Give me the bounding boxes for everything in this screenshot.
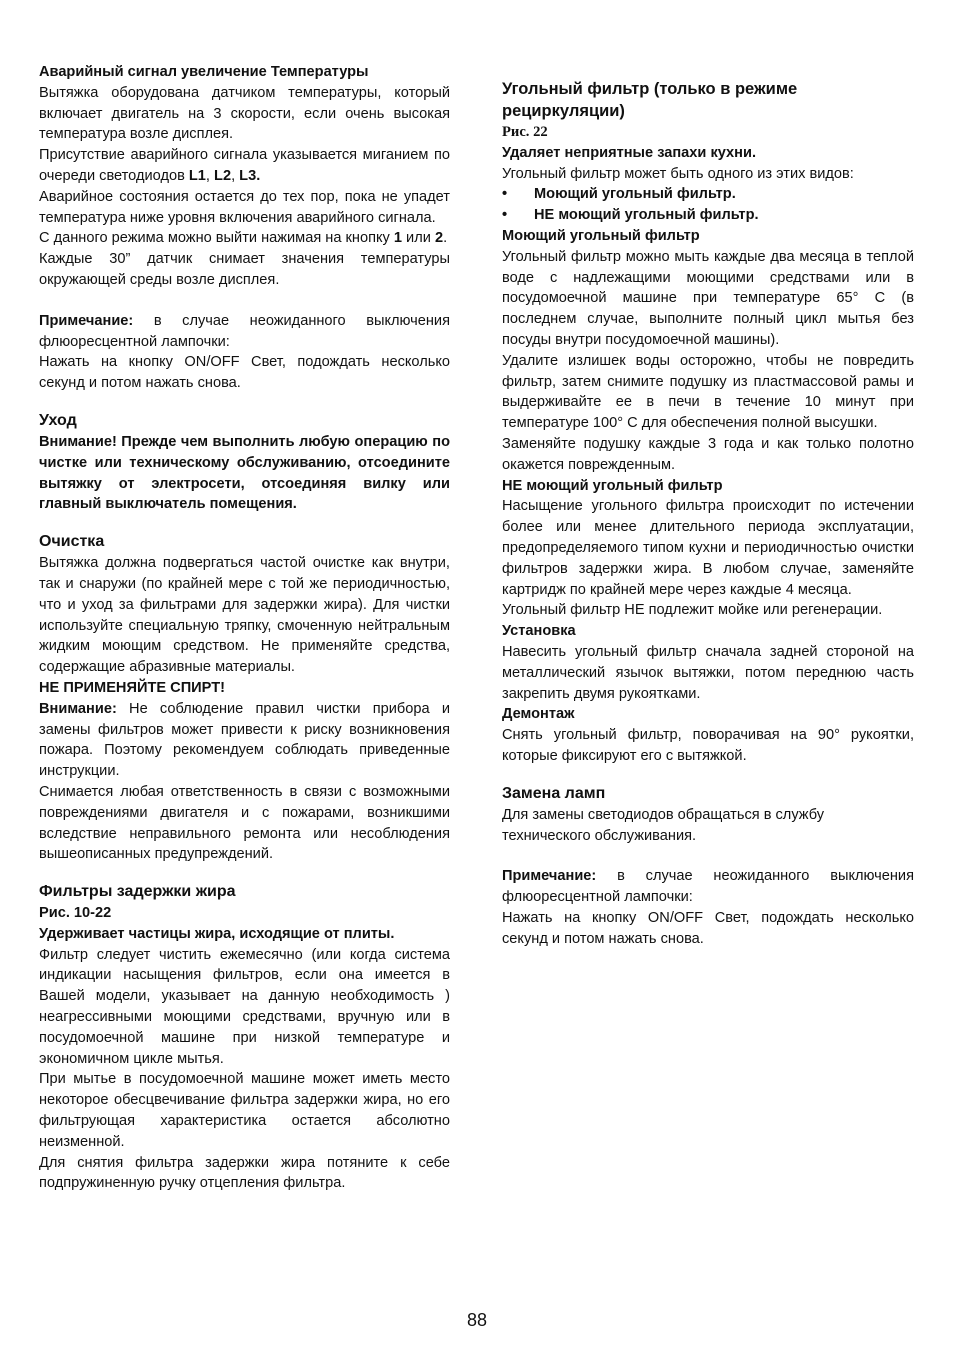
washable-paragraph-1: Угольный фильтр можно мыть каждые два месяца в теплой воде с надлежащими моющими средствами или в посудомоечной машине при температуре 65° С (в последнем случае, выполните полный цикл мытья без посуды внутри посудомоечной машины). [502,248,914,348]
washable-paragraph-2: Удалите излишек воды осторожно, чтобы не повредить фильтр, затем снимите подушку из пластмассовой рамы и выдерживайте ее в печи в течение 10 минут при температуре 100° С для обеспечения полной высушки. [502,352,914,432]
note-2-paragraph-2: Нажать на кнопку ON/OFF Свет, подождать несколько секунд и потом нажать снова. [502,909,914,947]
note-2: Примечание: в случае неожиданного выключения флюоресцентной лампочки: [502,868,914,906]
grease-figure-ref: Рис. 10-22 [39,905,112,922]
alarm-paragraph-4: С данного режима можно выйти нажимая на кнопку 1 или 2. [39,230,448,247]
lamp-replacement-title: Замена ламп [502,784,606,802]
note-1-paragraph-2: Нажать на кнопку ON/OFF Свет, подождать несколько секунд и потом нажать снова. [39,354,450,392]
bullet-icon: • [502,207,508,224]
installation-paragraph: Навесить угольный фильтр сначала задней стороной на металлический язычок вытяжки, потом переднюю часть закрепить двумя рукоятками. [502,643,914,702]
list-item: • НЕ моющий угольный фильтр. [502,205,914,226]
grease-paragraph-3: Для снятия фильтра задержки жира потяните к себе подпружиненную ручку отцепления фильтра. [39,1154,450,1192]
bullet-icon: • [502,186,508,203]
alarm-paragraph-1: Вытяжка оборудована датчиком температуры, который включает двигатель на 3 скорости, если очень высокая температура возле дисплея. [39,84,450,143]
page-number: 88 [466,1310,488,1330]
list-item: • Моющий угольный фильтр. [502,184,914,205]
removal-paragraph: Снять угольный фильтр, поворачивая на 90° рукоятки, которые фиксируют его с вытяжкой. [502,727,914,764]
installation-title: Установка [502,623,576,640]
cleaning-warning: Внимание: Не соблюдение правил чистки прибора и замены фильтров может привести к риску возникновения пожара. Поэтому рекомендуем соблюдать приведенные инструкции. [39,700,450,780]
cleaning-paragraph-1: Вытяжка должна подвергаться частой очистке как внутри, так и снаружи (по крайней мере с той же периодичностью, что и уход за фильтрами для задержки жира). Для чистки используйте специальную тряпку, смоченную нейтральным жидким моющим средством. Не применяйте средства, содержащие абразивные материалы. [39,555,450,676]
lamp-replacement-paragraph: Для замены светодиодов обращаться в службу технического обслуживания. [502,806,825,844]
alarm-paragraph-5: Каждые 30” датчик снимает значения температуры окружающей среды возле дисплея. [39,251,450,288]
left-column [39,62,450,1194]
right-column [502,78,914,949]
alarm-title: Аварийный сигнал увеличение Температуры [39,64,369,80]
cleaning-title: Очистка [39,533,105,551]
alarm-paragraph-2: Присутствие аварийного сигнала указывается миганием по очереди светодиодов L1, L2, L3. [39,147,450,184]
carbon-filter-title: Угольный фильтр (только в режиме рециркуляции) [502,80,798,120]
care-warning: Внимание! Прежде чем выполнить любую операцию по чистке или техническому обслуживанию, отсоедините вытяжку от электросети, отсоединяя вилку или главный выключатель помещения. [39,433,450,513]
carbon-subtitle: Удаляет неприятные запахи кухни. [502,144,757,161]
carbon-figure-ref: Рис. 22 [502,124,548,140]
no-alcohol-warning: НЕ ПРИМЕНЯЙТЕ СПИРТ! [39,679,225,696]
removal-title: Демонтаж [502,706,575,723]
care-title: Уход [39,411,77,429]
grease-subtitle: Удерживает частицы жира, исходящие от плиты. [39,925,395,942]
non-washable-filter-title: НЕ моющий угольный фильтр [502,477,723,494]
washable-paragraph-3: Заменяйте подушку каждые 3 года и как только полотно окажется поврежденным. [502,435,914,473]
note-1: Примечание: в случае неожиданного выключения флюоресцентной лампочки: [39,312,450,350]
cleaning-paragraph-3: Снимается любая ответственность в связи с возможными повреждениями двигателя и с пожарами, возникшими вследствие неправильного ремонта или несоблюдения вышеописанных предупреждений. [39,783,450,863]
carbon-paragraph-1: Угольный фильтр может быть одного из этих видов: [502,165,854,182]
grease-paragraph-1: Фильтр следует чистить ежемесячно (или когда система индикации насыщения фильтров, если она имеется в Вашей модели, указывает на данную необходимость ) неагрессивными моющими средствами, вручную или в посудомоечной машине при низкой температуре и экономичном цикле мытья. [39,946,450,1067]
washable-filter-title: Моющий угольный фильтр [502,227,700,244]
alarm-paragraph-3: Аварийное состояния остается до тех пор, пока не упадет температура ниже уровня включения аварийного сигнала. [39,188,450,226]
grease-filters-title: Фильтры задержки жира [39,883,236,901]
non-washable-paragraph-1: Насыщение угольного фильтра происходит по истечении более или менее длительного периода эксплуатации, предопределяемого типом кухни и периодичностью очистки фильтров задержки жира. В любом случае, заменяйте картридж по крайней мере через каждые 4 месяца. [502,498,914,598]
grease-paragraph-2: При мытье в посудомоечной машине может иметь место некоторое обесцвечивание фильтра задержки жира, но его фильтрующая характеристика остается абсолютно неизменной. [39,1071,450,1150]
non-washable-paragraph-2: Угольный фильтр НЕ подлежит мойке или регенерации. [502,602,883,619]
